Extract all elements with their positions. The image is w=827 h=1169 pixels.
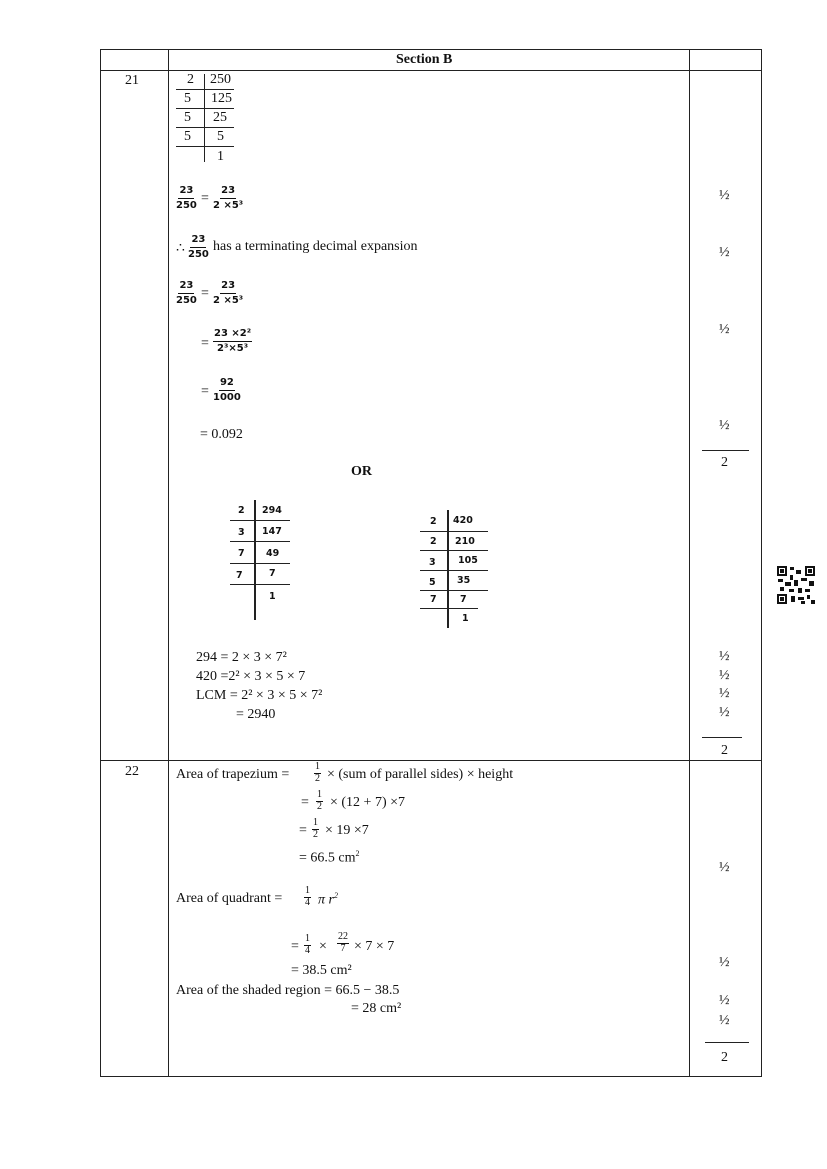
quadrant-area-label: Area of quadrant = [176, 891, 283, 906]
divisor: 2 [430, 516, 437, 527]
therefore-symbol: ∴ [176, 241, 185, 256]
divisor: 5 [429, 577, 436, 588]
table-right-border [761, 49, 762, 1077]
total-line [702, 450, 749, 451]
divisor: 5 [184, 91, 191, 106]
qr-code-icon [777, 566, 815, 604]
mark: ½ [719, 668, 730, 683]
mark: ½ [719, 322, 730, 337]
total-line [702, 737, 742, 738]
row-divider [100, 760, 762, 761]
fraction: $\frac{92}{1000}$ [213, 377, 241, 403]
question-number-21: 21 [125, 73, 139, 88]
times-sign: × [319, 939, 327, 954]
or-separator: OR [351, 464, 372, 479]
table-bottom-border [100, 1076, 762, 1077]
dividend: 5 [217, 129, 224, 144]
divisor: 2 [187, 72, 194, 87]
divisor: 7 [238, 548, 245, 559]
dividend: 210 [455, 536, 475, 547]
fraction: $\frac{23}{\text{2 ×5³}}$ [213, 280, 244, 306]
dividend: 105 [458, 555, 478, 566]
fraction: $\frac{23}{\text{2 ×5³}}$ [213, 185, 244, 211]
trapezium-substitution: × (12 + 7) ×7 [330, 795, 406, 810]
total-line [705, 1042, 749, 1043]
trapezium-area-result: = 66.5 $cm^2$ [299, 849, 360, 866]
equals-sign: = [201, 191, 209, 206]
col-divider-2 [689, 49, 690, 1077]
divisor: 3 [429, 557, 436, 568]
dividend: 7 [460, 594, 467, 605]
factorization-420: 420 =2² × 3 × 5 × 7 [196, 669, 306, 684]
equals-sign: = [291, 939, 299, 954]
fraction: $\frac{23}{250}$ [188, 234, 209, 260]
trapezium-area-formula-label: Area of trapezium = [176, 767, 290, 782]
header-row-border [100, 70, 762, 71]
dividend: 1 [462, 613, 469, 624]
terminating-statement: has a terminating decimal expansion [213, 239, 418, 254]
dividend: 1 [269, 591, 276, 602]
dividend: 250 [210, 72, 231, 87]
dividend: 147 [262, 526, 282, 537]
dividend: 294 [262, 505, 282, 516]
divisor: 3 [238, 527, 245, 538]
shaded-region-result: = 28 cm² [351, 1001, 402, 1016]
equals-sign: = [201, 336, 209, 351]
mark: ½ [719, 860, 730, 875]
fraction: $\frac{\text{23 ×2²}}{\text{2³×5³}}$ [214, 328, 252, 354]
fraction-twentytwo-sevenths: $\frac{22}{7}$ [338, 931, 348, 954]
dividend: 49 [266, 548, 280, 559]
question-number-22: 22 [125, 764, 139, 779]
fraction-half: $\frac{1}{2}$ [317, 789, 322, 812]
quadrant-area-formula: π $r^2$ [318, 891, 338, 908]
dividend: 125 [211, 91, 232, 106]
dividend: 35 [457, 575, 471, 586]
factorization-294: 294 = 2 × 3 × 7² [196, 650, 287, 665]
total-marks: 2 [721, 455, 728, 470]
mark: ½ [719, 418, 730, 433]
quadrant-substitution: × 7 × 7 [354, 939, 395, 954]
dividend: 25 [213, 110, 227, 125]
result-decimal: = 0.092 [200, 427, 243, 442]
total-marks: 2 [721, 1050, 728, 1065]
divisor: 2 [238, 505, 245, 516]
mark: ½ [719, 649, 730, 664]
dividend: 420 [453, 515, 473, 526]
col-divider-1 [168, 49, 169, 1077]
mark: ½ [719, 705, 730, 720]
total-marks: 2 [721, 743, 728, 758]
lcm-expression: LCM = 2² × 3 × 5 × 7² [196, 688, 323, 703]
table-top-border [100, 49, 762, 50]
divisor: 5 [184, 110, 191, 125]
lcm-result: = 2940 [236, 707, 276, 722]
mark: ½ [719, 686, 730, 701]
quadrant-area-result: = 38.5 cm² [291, 963, 352, 978]
dividend: 7 [269, 568, 276, 579]
equals-sign: = [301, 795, 309, 810]
mark: ½ [719, 1013, 730, 1028]
mark: ½ [719, 955, 730, 970]
equals-sign: = [299, 823, 307, 838]
section-title: Section B [396, 52, 453, 67]
equals-sign: = [201, 286, 209, 301]
fraction: $\frac{23}{250}$ [176, 185, 197, 211]
equals-sign: = [201, 384, 209, 399]
divisor: 5 [184, 129, 191, 144]
shaded-region-expression: Area of the shaded region = 66.5 − 38.5 [176, 983, 400, 998]
mark: ½ [719, 993, 730, 1008]
divisor: 7 [236, 570, 243, 581]
divisor: 7 [430, 594, 437, 605]
fraction-half: $\frac{1}{2}$ [313, 817, 318, 840]
fraction-half: $\frac{1}{2}$ [315, 761, 320, 784]
divisor: 2 [430, 536, 437, 547]
trapezium-simplified: × 19 ×7 [325, 823, 369, 838]
fraction-quarter: $\frac{1}{4}$ [305, 885, 310, 908]
trapezium-area-formula: × (sum of parallel sides) × height [327, 767, 514, 782]
mark: ½ [719, 245, 730, 260]
table-left-border [100, 49, 101, 1077]
fraction: $\frac{23}{250}$ [176, 280, 197, 306]
mark: ½ [719, 188, 730, 203]
dividend: 1 [217, 149, 224, 164]
fraction-quarter: $\frac{1}{4}$ [305, 933, 310, 956]
